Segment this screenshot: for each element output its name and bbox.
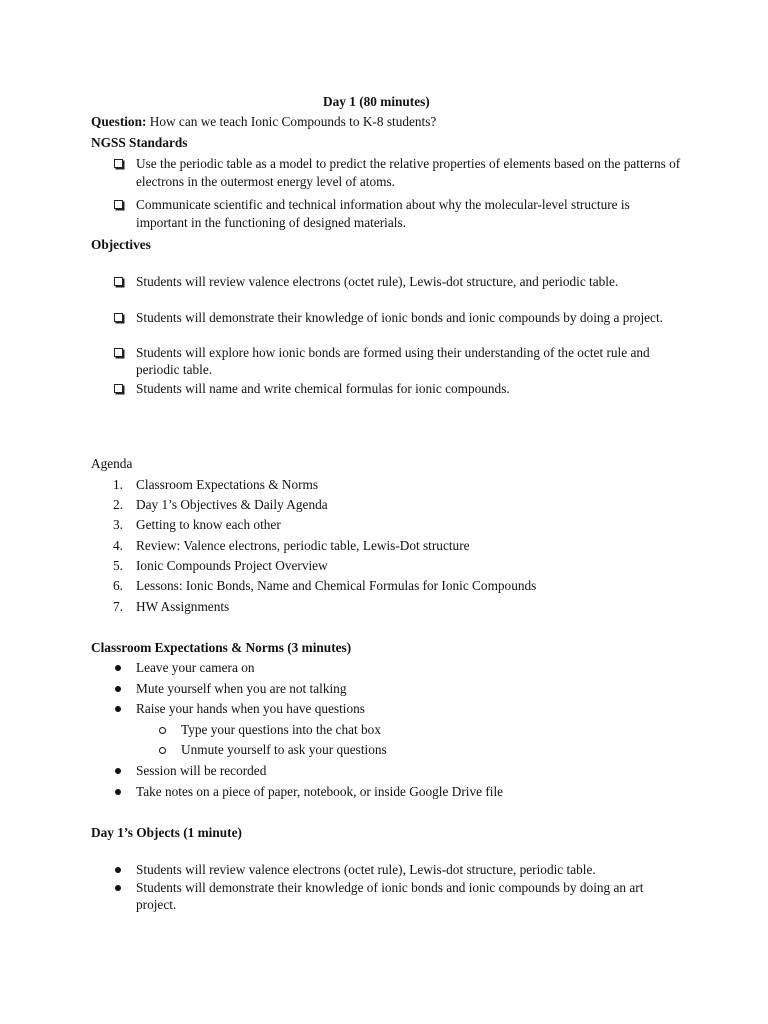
agenda-item: Classroom Expectations & Norms xyxy=(136,477,319,492)
checkbox-bullet-icon xyxy=(114,159,123,168)
bullet-dot-icon xyxy=(115,768,121,774)
bullet-dot-icon xyxy=(115,885,121,891)
question-text: How can we teach Ionic Compounds to K-8 students? xyxy=(149,114,437,129)
agenda-item: Review: Valence electrons, periodic table, Lewis-Dot structure xyxy=(136,538,470,553)
agenda-item: Ionic Compounds Project Overview xyxy=(136,558,328,573)
norms-subitem: Type your questions into the chat box xyxy=(181,722,381,737)
checkbox-bullet-icon xyxy=(114,200,123,209)
agenda-number: 5. xyxy=(113,558,123,573)
agenda-heading: Agenda xyxy=(91,456,133,471)
agenda-number: 3. xyxy=(113,517,123,532)
norms-heading: Classroom Expectations & Norms (3 minutes) xyxy=(91,640,352,655)
bullet-dot-icon xyxy=(115,706,121,712)
bullet-dot-icon xyxy=(115,665,121,671)
bullet-dot-icon xyxy=(115,789,121,795)
checkbox-bullet-icon xyxy=(114,313,123,322)
bullet-dot-icon xyxy=(115,867,121,873)
agenda-number: 7. xyxy=(113,599,123,614)
agenda-number: 1. xyxy=(113,477,123,492)
ngss-item-1: Use the periodic table as a model to predict the relative properties of elements based on the patterns of electrons in the outermost energy level of atoms. xyxy=(136,156,681,189)
agenda-item: Day 1’s Objectives & Daily Agenda xyxy=(136,497,328,512)
norms-item: Session will be recorded xyxy=(136,763,267,778)
checkbox-bullet-icon xyxy=(114,277,123,286)
page-title: Day 1 (80 minutes) xyxy=(323,94,430,109)
objective-item-2: Students will demonstrate their knowledge of ionic bonds and ionic compounds by doing a project. xyxy=(136,310,663,325)
objective-item-1: Students will review valence electrons (octet rule), Lewis-dot structure, and periodic table. xyxy=(136,274,619,289)
objectives-heading: Objectives xyxy=(91,237,151,252)
checkbox-bullet-icon xyxy=(114,348,123,357)
agenda-number: 2. xyxy=(113,497,123,512)
agenda-item: Lessons: Ionic Bonds, Name and Chemical Formulas for Ionic Compounds xyxy=(136,578,537,593)
norms-item: Leave your camera on xyxy=(136,660,255,675)
norms-item: Mute yourself when you are not talking xyxy=(136,681,347,696)
day1-objects-item: Students will review valence electrons (octet rule), Lewis-dot structure, periodic table. xyxy=(136,862,596,877)
norms-item: Raise your hands when you have questions xyxy=(136,701,365,716)
day1-objects-item: Students will demonstrate their knowledge of ionic bonds and ionic compounds by doing an art project. xyxy=(136,880,644,912)
question-line xyxy=(91,113,436,131)
agenda-number: 6. xyxy=(113,578,123,593)
ngss-item-2: Communicate scientific and technical information about why the molecular-level structure is important in the functioning of designed materials. xyxy=(136,197,630,230)
agenda-item: Getting to know each other xyxy=(136,517,281,532)
agenda-number: 4. xyxy=(113,538,123,553)
objective-item-3: Students will explore how ionic bonds are formed using their understanding of the octet rule and periodic table. xyxy=(136,345,650,377)
checkbox-bullet-icon xyxy=(114,384,123,393)
agenda-item: HW Assignments xyxy=(136,599,230,614)
bullet-dot-icon xyxy=(115,686,121,692)
day1-objects-heading: Day 1’s Objects (1 minute) xyxy=(91,825,242,840)
bullet-circle-icon xyxy=(159,747,166,754)
objective-item-4: Students will name and write chemical formulas for ionic compounds. xyxy=(136,381,510,396)
bullet-circle-icon xyxy=(159,727,166,734)
ngss-heading: NGSS Standards xyxy=(91,135,188,150)
question-label: Question: xyxy=(91,114,147,129)
norms-item: Take notes on a piece of paper, notebook, or inside Google Drive file xyxy=(136,784,504,799)
norms-subitem: Unmute yourself to ask your questions xyxy=(181,742,387,757)
